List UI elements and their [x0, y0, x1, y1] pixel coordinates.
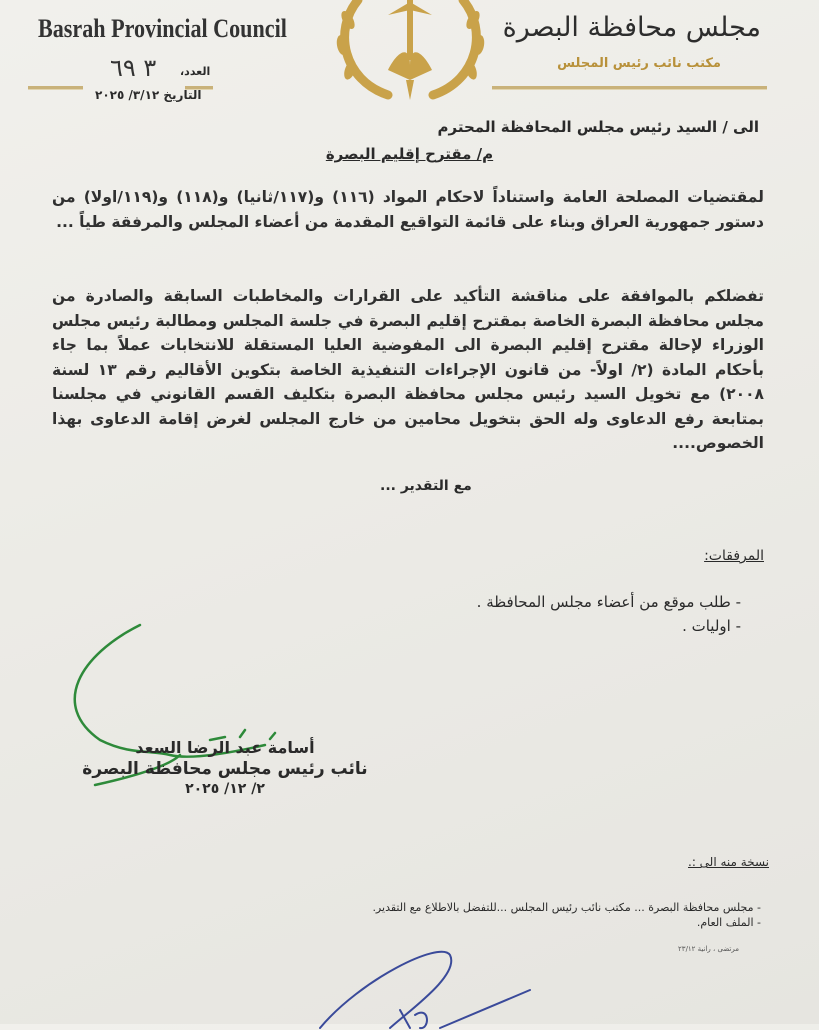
council-emblem-logo [328, 0, 493, 110]
subject-text: م/ مقترح إقليم البصرة [325, 145, 494, 163]
letter-number: ٣ ٦٩ [110, 54, 157, 82]
copy-item: - الملف العام. [372, 915, 761, 930]
letter-date [95, 88, 202, 102]
signature-block [75, 738, 375, 797]
typist-reference: مرتضى ، رانية ٢٣/١٢ [678, 945, 739, 953]
signatory-title: نائب رئيس مجلس محافظة البصرة [82, 759, 368, 779]
attachment-item: - طلب موقع من أعضاء مجلس المحافظة . [477, 590, 741, 614]
date-value: ٣/١٢/ ٢٠٢٥ [95, 88, 160, 102]
paragraph-1: لمقتضيات المصلحة العامة واستناداً لاحكام المواد (١١٦) و(١١٧/ثانيا) و(١١٨) و(١١٩/اولا) من دستور جمهورية العراق وبناء على قائمة التواقيع المقدمة من أعضاء المجلس والمرفقة طياً ... [52, 188, 765, 231]
paragraph-2: تفضلكم بالموافقة على مناقشة التأكيد على القرارات والمخاطبات السابقة والصادرة من مجلس محافظة البصرة الخاصة بمقترح إقليم البصرة في جلسة المجلس ومطالبة رئيس مجلس الوزراء لإحالة مقترح إقليم البصرة الى المفوضية العليا المستقلة للانتخابات عملاً بما جاء بأحكام المادة (٢/ اولاً- من قانون الإجراءات التنفيذية الخاصة بتكوين الأقاليم رقم ١٣ لسنة ٢٠٠٨) مع تخويل السيد رئيس مجلس محافظة البصرة بتكليف القسم القانوني في مجلسنا بمتابعة رفع الدعاوى وله الحق بتخويل محامين من خارج المجلس لغرض إقامة الدعاوى بهذا الخصوص.... [52, 287, 764, 452]
attachments-heading: المرفقات: [704, 548, 764, 564]
copy-item: - مجلس محافظة البصرة ... مكتب نائب رئيس المجلس ...للتفضل بالاطلاع مع التقدير. [372, 900, 761, 915]
blue-signature-icon [300, 940, 560, 1030]
office-subtitle: مكتب نائب رئيس المجلس [557, 56, 721, 71]
english-council-name: Basrah Provincial Council [38, 14, 287, 43]
date-label: التاريخ [163, 88, 202, 102]
closing: مع التقدير ... [380, 478, 472, 494]
header-divider [28, 86, 83, 90]
addressee: الى / السيد رئيس مجلس المحافظة المحترم [437, 118, 759, 136]
number-label: العدد، [180, 65, 211, 78]
arabic-council-name: مجلس محافظة البصرة [502, 12, 761, 43]
copies-list [372, 900, 761, 930]
signature-date: ٢/ ١٢/ ٢٠٢٥ [185, 781, 265, 797]
attachment-item: - اوليات . [477, 614, 741, 638]
copies-heading: نسخة منه الى :. [688, 855, 769, 869]
signatory-name: أسامة عبد الرضا السعد [135, 738, 315, 757]
header-divider [492, 86, 767, 90]
attachments-list [477, 590, 741, 638]
subject-line [0, 145, 819, 163]
